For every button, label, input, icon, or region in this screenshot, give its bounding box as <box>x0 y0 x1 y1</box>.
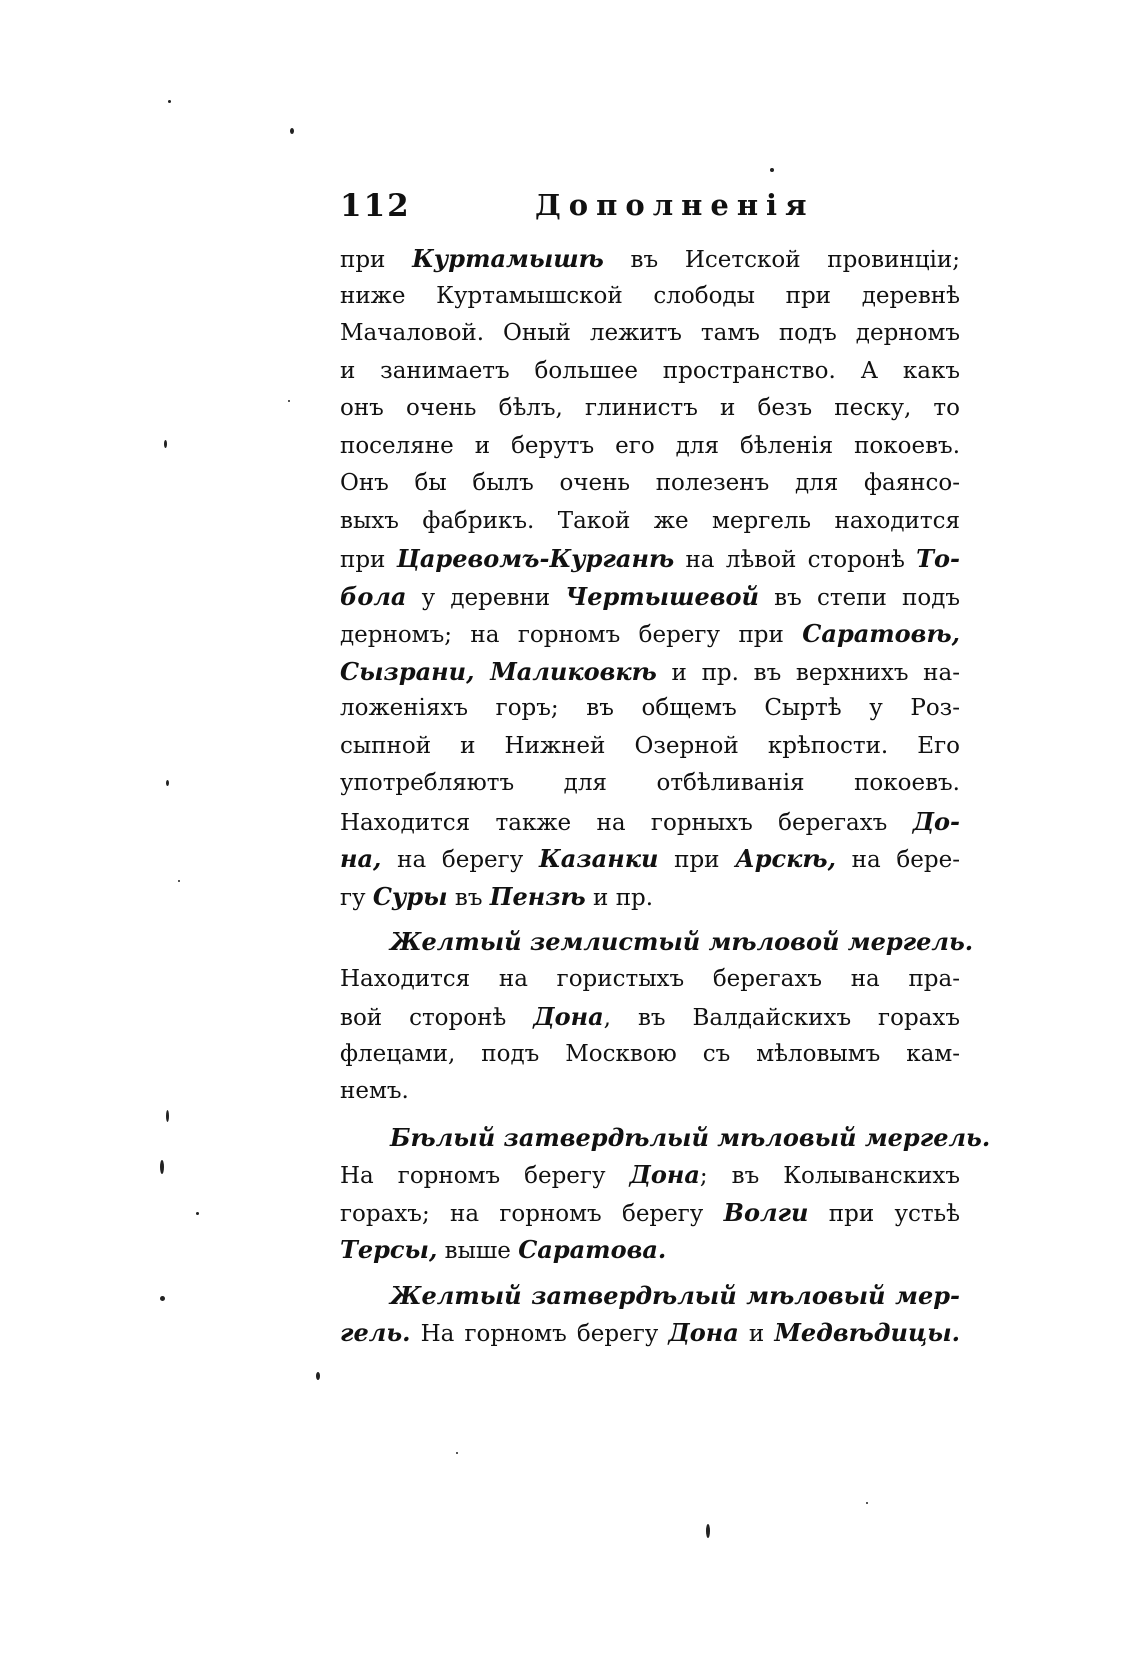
text-line: выхъ фабрикъ. Такой же мергель находится <box>340 507 960 534</box>
text-line: и занимаетъ большее пространство. А какъ <box>340 357 960 384</box>
text-line: Находится на гористыхъ берегахъ на пра- <box>340 965 960 992</box>
text-line: на, на берегу Казанки при Арскѣ, на бере- <box>340 844 960 873</box>
scan-speck <box>770 168 774 172</box>
text-line: горахъ; на горномъ берегу Волги при устьѣ <box>340 1197 960 1227</box>
scan-speck <box>706 1524 710 1538</box>
text-line: поселяне и берутъ его для бѣленія покоевъ. <box>340 432 960 459</box>
page-header <box>340 188 960 228</box>
page-body <box>340 240 991 1352</box>
text-line: при Куртамышѣ въ Исетской провинціи; <box>340 244 960 273</box>
text-line: при Царевомъ-Курганѣ на лѣвой сторонѣ То- <box>340 544 960 573</box>
text-line: гу Суры въ Пензѣ и пр. <box>340 881 654 911</box>
scan-speck <box>196 1212 199 1215</box>
text-line: употребляютъ для отбѣливанія покоевъ. <box>340 770 960 796</box>
text-line: дерномъ; на горномъ берегу при Саратовѣ, <box>340 619 960 648</box>
scan-speck <box>288 400 290 402</box>
scan-speck <box>166 780 169 786</box>
text-line: Терсы, выше Саратова. <box>340 1235 667 1264</box>
running-title: Дополненія <box>535 188 815 222</box>
text-line: ложеніяхъ горъ; въ общемъ Сыртѣ у Роз- <box>340 695 960 721</box>
text-line: вой сторонѣ Дона, въ Валдайскихъ горахъ <box>340 1002 960 1031</box>
page-number: 112 <box>340 188 411 224</box>
text-line: флецами, подъ Москвою съ мѣловымъ кам- <box>340 1040 960 1067</box>
section-heading: Желтый землистый мѣловой мергель. <box>390 927 974 956</box>
text-line: Мачаловой. Оный лежитъ тамъ подъ дерномъ <box>340 320 960 346</box>
scan-speck <box>866 1502 868 1504</box>
text-line: онъ очень бѣлъ, глинистъ и безъ песку, то <box>340 395 960 421</box>
text-line: На горномъ берегу Дона; въ Колыванскихъ <box>340 1160 960 1189</box>
section-heading: Желтый затвердѣлый мѣловый мер- <box>390 1280 960 1310</box>
text-line: Сызрани, Маликовкѣ и пр. въ верхнихъ на- <box>340 656 960 686</box>
text-line: сыпной и Нижней Озерной крѣпости. Его <box>340 732 960 759</box>
scan-speck <box>290 128 294 134</box>
text-line: Находится также на горныхъ берегахъ До- <box>340 806 960 836</box>
scan-speck <box>160 1160 164 1174</box>
scan-speck <box>316 1372 320 1380</box>
scan-speck <box>168 100 171 103</box>
scan-speck <box>178 880 180 882</box>
text-line: ниже Куртамышской слободы при деревнѣ <box>340 282 960 309</box>
section-heading: Бѣлый затвердѣлый мѣловый мергель. <box>390 1122 991 1152</box>
scan-speck <box>166 1110 169 1122</box>
scan-speck <box>160 1296 165 1301</box>
text-line: бола у деревни Чертышевой въ степи подъ <box>340 581 960 611</box>
scan-speck <box>456 1452 458 1454</box>
text-line: Онъ бы былъ очень полезенъ для фаянсо- <box>340 470 960 496</box>
text-line: немъ. <box>340 1078 409 1104</box>
scan-speck <box>164 440 167 448</box>
text-line: гель. На горномъ берегу Дона и Медвѣдицы. <box>340 1318 960 1347</box>
